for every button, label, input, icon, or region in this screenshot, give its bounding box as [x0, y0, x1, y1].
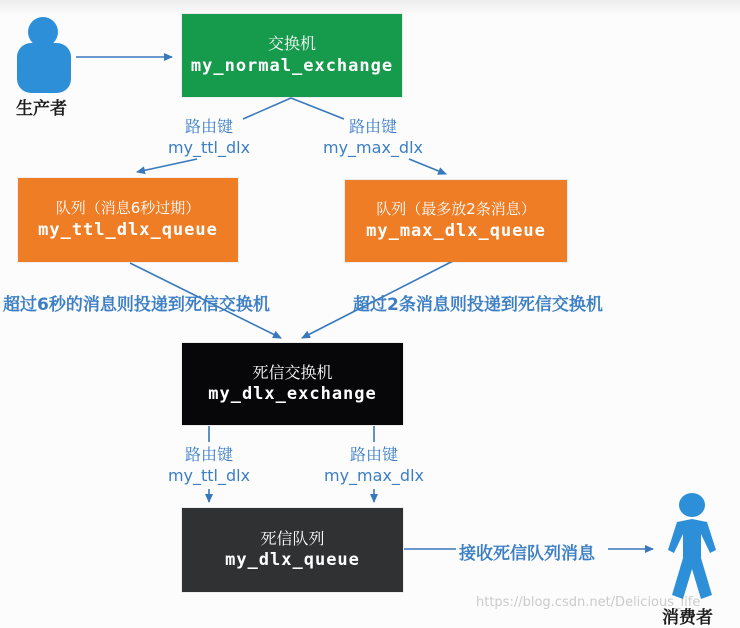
routing-key-label: 路由键: [184, 445, 233, 464]
producer-label: 生产者: [16, 99, 67, 119]
routing-key-label: 路由键: [184, 117, 233, 136]
routing-key-value: my_max_dlx: [323, 138, 423, 157]
node-dlx-queue-name: my_dlx_queue: [225, 550, 360, 571]
node-dlx-queue: [182, 508, 403, 592]
node-max-queue-title: 队列（最多放2条消息）: [376, 200, 536, 219]
routing-key-value: my_ttl_dlx: [167, 138, 251, 157]
node-dlx-exchange-title: 死信交换机: [252, 362, 333, 382]
routing-key-label: 路由键: [349, 445, 398, 464]
producer-icon: [12, 16, 76, 96]
node-normal-exchange: [182, 14, 402, 97]
routing-key-label: 路由键: [348, 117, 397, 136]
routing-key-top-right: [318, 116, 428, 158]
node-ttl-queue: [18, 178, 238, 262]
routing-key-top-left: [154, 116, 264, 158]
node-max-queue: [345, 180, 567, 262]
consumer-icon: [660, 492, 724, 602]
node-dlx-exchange-name: my_dlx_exchange: [208, 384, 377, 405]
node-max-queue-name: my_max_dlx_queue: [366, 220, 546, 241]
routing-key-bottom-left: [154, 444, 264, 486]
node-dlx-queue-title: 死信队列: [260, 528, 325, 548]
watermark-url: https://blog.csdn.net/Delicious_life: [476, 595, 701, 610]
node-normal-exchange-title: 交换机: [267, 34, 316, 54]
consumer-label: 消费者: [662, 608, 713, 628]
routing-key-value: my_max_dlx: [324, 466, 424, 485]
node-dlx-exchange: [182, 343, 403, 425]
node-normal-exchange-name: my_normal_exchange: [190, 55, 394, 76]
edge-label-max-length: 超过2条消息则投递到死信交换机: [353, 295, 603, 315]
edge-label-ttl-expire: 超过6秒的消息则投递到死信交换机: [3, 295, 270, 315]
edge-rk-to-max-queue: [409, 159, 446, 174]
edge-label-consume: 接收死信队列消息: [459, 544, 595, 564]
edge-rk-to-ttl-queue: [137, 159, 197, 172]
routing-key-bottom-right: [319, 444, 429, 486]
routing-key-value: my_ttl_dlx: [167, 466, 251, 485]
node-ttl-queue-title: 队列（消息6秒过期）: [55, 199, 201, 218]
node-ttl-queue-name: my_ttl_dlx_queue: [38, 219, 218, 240]
